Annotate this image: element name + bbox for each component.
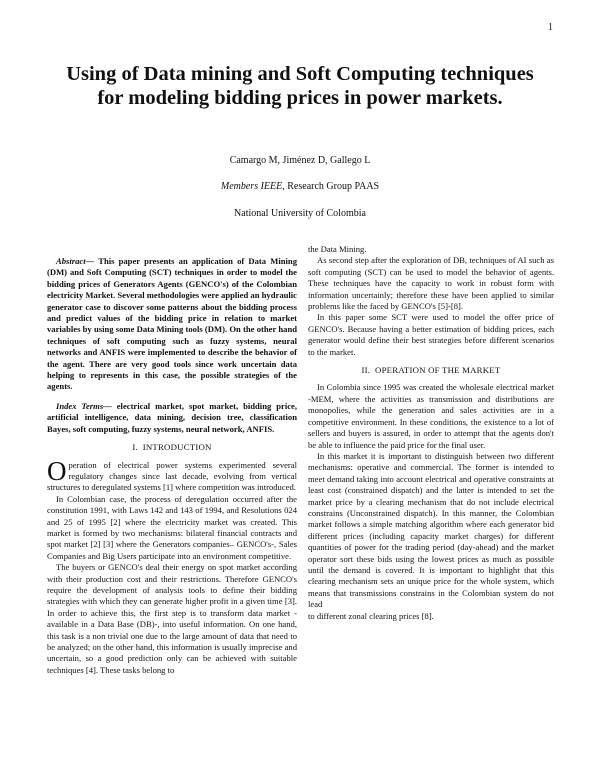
- intro-paragraph-3: The buyers or GENCO's deal their energy on spot market according with their production cost and their restrictions. Therefore GENCO's require the development of analysis tools to define their bidding strategies with which they can generate higher profit in a given time [3]. In order to achieve this, the first step is to transform data market -available in a Data Base (DB)-, into useful information. On one hand, this task is a non trivial one due to the large amount of data that need to be analyzed; on the other hand, this information is usually imprecise and uncertain, so a good prediction only can be achieved with suitable techniques [4]. These tasks belong to: [47, 562, 297, 675]
- abstract: [47, 256, 297, 393]
- research-group: , Research Group PAAS: [282, 181, 380, 192]
- market-paragraph-2: In this market it is important to distinguish between two different mechanisms: operative and commercial. The former is intended to meet demand taking into account electrical and operative constraints at least cost (constrained dispatch) and the latter is intended to set the market price by a clearing mechanism that do not include electrical constrains (Unconstrained dispatch). In this manner, the Colombian market follows a simple matching algorithm where each generator bid different prices (including capacity market charges) for different quantities of power for the trading period (day-ahead) and the market operator sort these bids using the lowest prices as much as possible until the demand is covered. It is important to highlight that this clearing mechanism sets an unique price for the whole system, which means that transmissions constrains in the Colombian system do not lead: [308, 450, 554, 610]
- intro-paragraph-2: In Colombian case, the process of deregulation occurred after the constitution 1991, with Laws 142 and 143 of 1994, and Resolutions 024 and 25 of 1995 [2] where the electricity market was created. This market is formed by two mechanisms: bilateral financial contracts and spot market [2] [3] where the Generators companies– GENCO's-, Sales Companies and Big Users participate into an environment competitive.: [47, 493, 297, 561]
- authors: Camargo M, Jiménez D, Gallego L: [229, 155, 371, 166]
- drop-cap: O: [47, 455, 67, 486]
- market-paragraph-1: In Colombia since 1995 was created the wholesale electrical market -MEM, where the activities as transmission and distributions are monopolies, while the generation and sales activities are in a competitive environment. In these conditions, the existence to a lot of sellers and buyers is assured, in order to attempt that the agents don't be able to influence the paid price for the final user.: [308, 382, 554, 450]
- right-column: [308, 244, 554, 622]
- intro-paragraph-1: [47, 455, 297, 494]
- university: National University of Colombia: [234, 208, 366, 219]
- abstract-lead: Abstract—: [56, 256, 95, 266]
- market-last-line: to different zonal clearing prices [8].: [308, 610, 434, 621]
- index-terms-lead: Index Terms: [56, 400, 104, 411]
- abstract-text: This paper presents an application of Data Mining (DM) and Soft Computing (SCT) techniques in order to model the bidding prices of Generators Agents (GENCO's) of the Colombian electricity Market. Several methodologies were applied an hydraulic generator case to discover some patterns about the bidding process and predict values of the bidding price in relation to market variables by using some Data Mining tools (DM). On the other hand techniques of soft computing such as fuzzy systems, neural networks and ANFIS were implemented to describe the behavior of the agent. There are very good tools since work uncertain data helping to represents in this case, the possible strategies of the agents.: [47, 256, 297, 392]
- intro-continuation: the Data Mining.: [308, 244, 367, 254]
- index-terms-text: — electrical market, spot market, bidding price, artificial intelligence, data mining, decision tree, classification Bayes, soft computing, fuzzy systems, neural network, ANFIS.: [47, 400, 298, 434]
- page-number: 1: [548, 22, 553, 33]
- affiliation: [0, 181, 600, 192]
- paper-title: Using of Data mining and Soft Computing techniques for modeling bidding prices in power markets.: [66, 63, 534, 109]
- section-heading-operation: [308, 365, 554, 376]
- section-number: II.: [361, 365, 371, 376]
- section-title-first: O: [375, 365, 382, 376]
- section-title-rest: PERATION OF THE MARKET: [381, 365, 501, 376]
- section-number: I.: [132, 442, 138, 453]
- intro-paragraph-5: In this paper some SCT were used to model the offer price of GENCO's. Because having a better estimation of bidding prices, each generator would define their best strategies before different scenarios to the market.: [308, 312, 554, 357]
- section-title: INTRODUCTION: [142, 442, 212, 453]
- members-ieee: Members IEEE: [220, 181, 283, 192]
- paragraph-text: peration of electrical power systems experimented several regulatory changes since last decade, evolving from vertical structures to deregulated systems [1] where competition was introduced.: [47, 459, 297, 493]
- section-heading-introduction: [47, 442, 297, 453]
- intro-paragraph-4: As second step after the exploration of DB, techniques of AI such as soft computing (SCT) can be used to model the behavior of agents. These techniques have the capacity to work in robust form with information uncertainly; therefore these have been applied to similar problems like the faced by GENCO's [5]-[8].: [308, 255, 554, 312]
- index-terms: [47, 401, 297, 435]
- left-column: [47, 256, 297, 676]
